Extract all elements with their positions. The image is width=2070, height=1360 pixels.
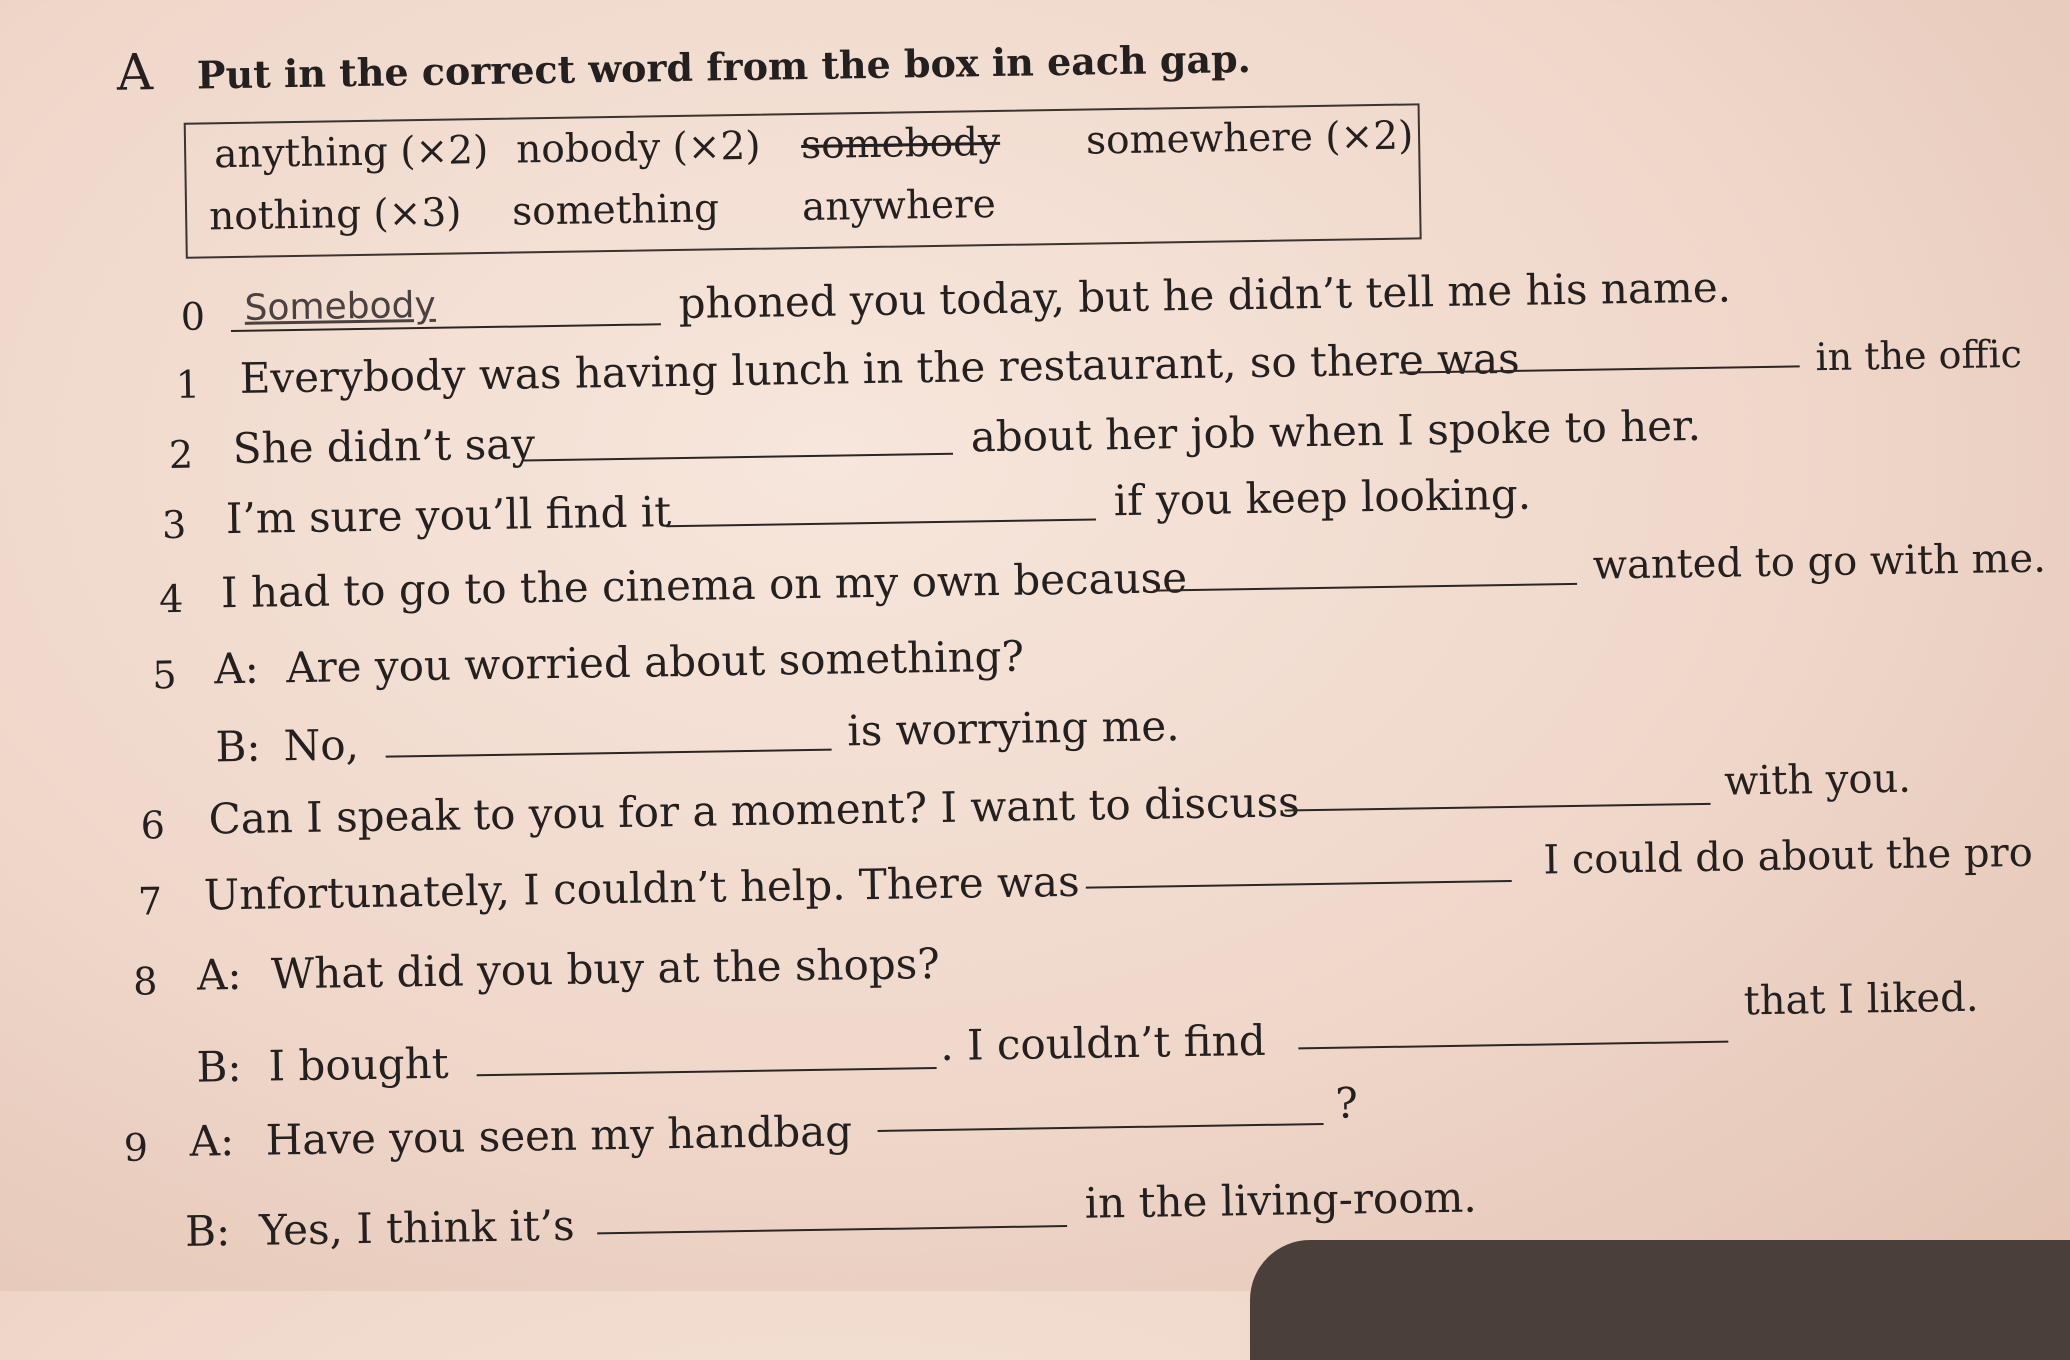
dialogue-line-b-after: in the living-room. — [1084, 1172, 1478, 1228]
speaker-a: A: — [213, 643, 260, 694]
item-text-after: wanted to go with me. — [1592, 535, 2047, 589]
dialogue-line-b-after: is worrying me. — [846, 701, 1180, 756]
box-word: nobody (×2) — [515, 123, 761, 173]
speaker-b: B: — [196, 1041, 242, 1092]
box-word: something — [511, 186, 720, 235]
item-text-before: Unfortunately, I couldn’t help. There was — [203, 856, 1080, 920]
page-edge-shadow — [1250, 1240, 2070, 1360]
item-text-after: phoned you today, but he didn’t tell me his name. — [678, 262, 1732, 329]
answer-blank[interactable] — [666, 518, 1096, 527]
dialogue-line-b-before: I bought — [268, 1038, 449, 1091]
answer-blank[interactable] — [1298, 1041, 1728, 1050]
item-number: 7 — [137, 879, 163, 924]
item-number: 2 — [168, 432, 194, 478]
section-letter: A — [116, 43, 154, 102]
item-text-after: if you keep looking. — [1113, 469, 1532, 526]
item-number: 8 — [132, 959, 158, 1004]
answer-blank[interactable] — [386, 749, 832, 758]
item-text-before: I had to go to the cinema on my own because — [220, 553, 1188, 618]
instruction: Put in the correct word from the box in each gap. — [196, 35, 1252, 98]
speaker-a: A: — [189, 1116, 235, 1166]
item-number: 5 — [152, 652, 177, 698]
item-text-after: about her job when I spoke to her. — [970, 400, 1702, 462]
speaker-b: B: — [215, 721, 261, 772]
item-number: 1 — [175, 362, 201, 407]
question-mark: ? — [1334, 1078, 1359, 1128]
item-number: 6 — [140, 803, 166, 848]
word-box — [184, 103, 1422, 258]
dialogue-line-a: Are you worried about something? — [285, 631, 1025, 693]
box-word-crossed-out: somebody — [800, 119, 1001, 169]
dialogue-line-b-after: that I liked. — [1743, 974, 1979, 1025]
item-text-after: with you. — [1723, 755, 1912, 805]
answer-blank[interactable] — [597, 1225, 1067, 1234]
box-word: somewhere (×2) — [1085, 113, 1414, 164]
item-number: 0 — [180, 294, 206, 339]
box-word: nothing (×3) — [208, 190, 462, 240]
item-text-before: She didn’t say — [232, 419, 536, 474]
item-text-before: I’m sure you’ll find it — [225, 487, 672, 544]
item-text-before: Everybody was having lunch in the restaurant, so there was — [239, 333, 1520, 403]
answer-blank[interactable] — [1153, 583, 1577, 592]
dialogue-line-a: Have you seen my handbag — [265, 1106, 853, 1165]
answer-blank[interactable] — [878, 1123, 1324, 1132]
speaker-b: B: — [184, 1206, 231, 1256]
item-number: 4 — [158, 576, 184, 622]
answer-blank[interactable] — [1086, 880, 1512, 889]
answer-blank[interactable] — [477, 1067, 937, 1076]
item-number: 3 — [161, 502, 187, 548]
box-word: anywhere — [801, 182, 997, 231]
item-text-after: in the offic — [1815, 331, 2023, 380]
dialogue-line-b-before: No, — [283, 720, 360, 771]
answer-blank[interactable] — [523, 453, 953, 462]
item-number: 9 — [123, 1125, 149, 1170]
dialogue-line-b-before: Yes, I think it’s — [258, 1200, 576, 1255]
item-text-before: Can I speak to you for a moment? I want to discuss — [208, 777, 1300, 844]
example-answer: Somebody — [244, 284, 437, 329]
item-text-after: I could do about the pro — [1543, 829, 2034, 884]
answer-blank[interactable] — [1285, 803, 1711, 812]
dialogue-line-b-mid: . I couldn’t find — [939, 1015, 1267, 1070]
box-word: anything (×2) — [213, 127, 489, 178]
dialogue-line-a: What did you buy at the shops? — [270, 938, 941, 999]
speaker-a: A: — [196, 949, 242, 1000]
